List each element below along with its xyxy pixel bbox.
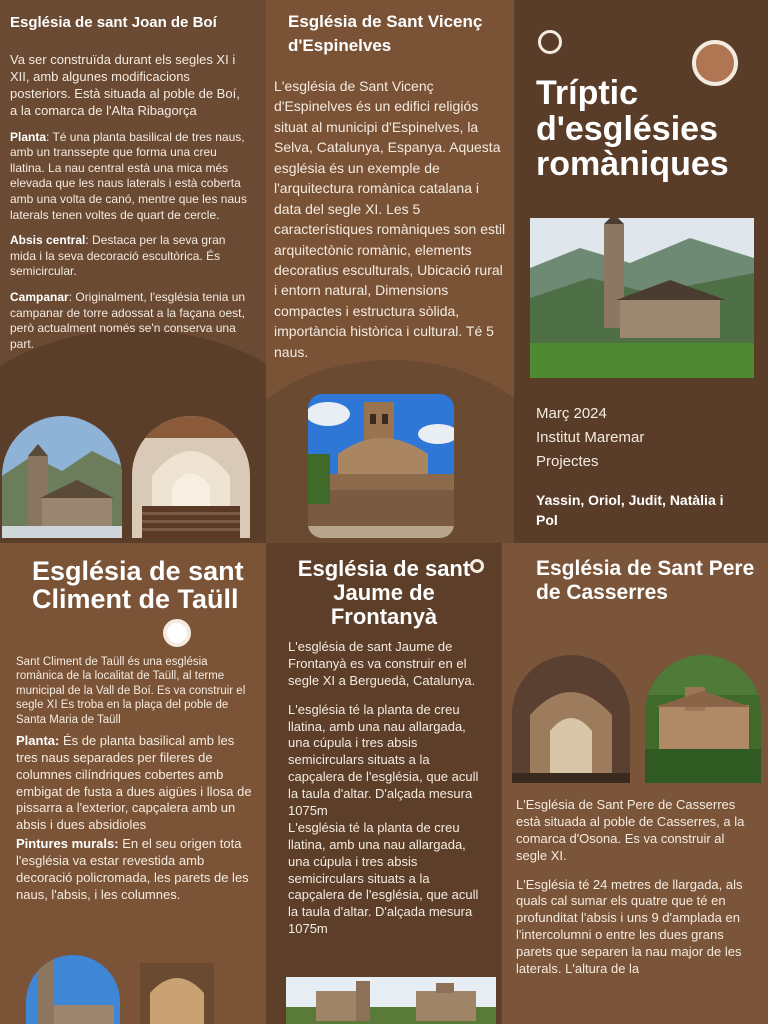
panel-sant-pere-casserres <box>502 543 768 1024</box>
casserres-exterior-photo <box>645 655 761 783</box>
panel5-title: Església de sant Jaume de Frontanyà <box>297 556 471 630</box>
panel6-dimensions: L'Església té 24 metres de llargada, als quals cal sumar els quatre que té en profunditat l'absis i uns 9 d'amplada en l'intercolumni o entre les dues grans parets que separen la nau major de les laterals. L'altura de la <box>516 876 743 977</box>
panel-sant-joan-de-boi <box>0 0 266 543</box>
decor-ring <box>470 559 484 573</box>
panel5-planta-2: L'església té la planta de creu llatina, amb una nau allargada, una cúpula i tres absis semicirculars situats a la capçalera de l'església, que acull la taula d'altar. D'alçada mesura 1075m <box>288 819 479 937</box>
panel5-intro: L'església de sant Jaume de Frontanyà es va construir en el segle XI a Berguedà, Catalunya. <box>288 639 476 688</box>
espinelves-photo <box>308 394 454 538</box>
panel-sant-vicenc-espinelves <box>266 0 514 543</box>
cover-church-photo <box>530 218 754 378</box>
decor-dot <box>163 619 191 647</box>
panel1-title: Església de sant Joan de Boí <box>10 14 217 31</box>
panel1-absis: Absis central: Destaca per la seva gran mida i la seva decoració escultòrica. És semicircular. <box>10 233 226 279</box>
taull-interior-photo <box>140 963 214 1024</box>
panel4-title: Església de sant Climent de Taüll <box>32 556 244 615</box>
panel1-intro: Va ser construïda durant els segles XI i XII, amb algunes modificacions posteriors. Està situada al poble de Boí, a la comarca de l'Alta Ribagorça <box>10 52 240 118</box>
panel6-intro: L'Església de Sant Pere de Casserres està situada al poble de Casserres, a la comarca d'Osona. Es va construir al segle XI. <box>516 797 745 863</box>
panel5-planta-1: L'església té la planta de creu llatina, amb una nau allargada, una cúpula i tres absis semicirculars situats a la capçalera de l'església, que acull la taula d'altar. D'alçada mesura 1075m <box>288 701 479 819</box>
casserres-interior-photo <box>512 655 630 783</box>
cover-authors: Yassin, Oriol, Judit, Natàlia i Pol <box>536 492 724 529</box>
cover-title: Tríptic d'esglésies romàniques <box>536 74 729 184</box>
decor-ring <box>538 30 562 54</box>
panel-cover <box>514 0 768 543</box>
panel1-campanar: Campanar: Originalment, l'església tenia un campanar de torre adossat a la façana oest, però actualment només se'n conserva una part. <box>10 289 246 351</box>
cover-school: Institut Maremar <box>536 429 645 446</box>
panel1-planta: Planta: Té una planta basilical de tres naus, amb un transsepte que forma una creu llatina. La nau central està una mica més elevada que les naus laterals i està coberta amb una volta de canó, mentre que les naus laterals tenen voltes de quart de cercle. <box>10 129 247 222</box>
panel4-planta: Planta: És de planta basilical amb les tres naus separades per fileres de columnes cilíndriques cobertes amb embigat de fusta a dues aigües i llosa de pissarra a l'exterior, capçalera amb un absis i dues absidioles <box>16 732 252 833</box>
cover-project: Projectes <box>536 453 599 470</box>
panel6-title: Església de Sant Pere de Casserres <box>536 557 755 605</box>
frontanya-photos <box>286 977 496 1024</box>
panel2-body: L'església de Sant Vicenç d'Espinelves és un edifici religiós situat al municipi d'Espinelves, la Selva, Catalunya, Espanya. Aquesta església és un exemple de l'arquitectura romànica catalana i data del segle XI. Les 5 característiques romàniques son estil arquitectònic romànic, elements decoratius esculturals, Ubicació rural i entorn natural, Dimensions compactes i estructura sòlida, importància històrica i cultural. Té 5 naus. <box>274 78 506 360</box>
cover-info <box>536 402 756 474</box>
taull-exterior-photo <box>26 955 120 1024</box>
panel4-intro: Sant Climent de Taüll és una església romànica de la localitat de Taüll, al terme municipal de la Vall de Boí. Es va construir el segle XI Es troba en la plaça del poble de Santa Maria de Taüll <box>16 656 246 726</box>
panel-sant-jaume-frontanya <box>266 543 502 1024</box>
boi-exterior-photo <box>2 416 122 538</box>
panel4-pintures: Pintures murals: En el seu origen tota l'església va estar revestida amb decoració policromada, les parets de les naus, l'absis, i les columnes. <box>16 836 249 902</box>
boi-interior-photo <box>132 416 250 538</box>
panel-sant-climent-taull <box>0 543 266 1024</box>
panel2-title: Església de Sant Vicenç d'Espinelves <box>288 12 483 55</box>
cover-date: Març 2024 <box>536 405 607 422</box>
